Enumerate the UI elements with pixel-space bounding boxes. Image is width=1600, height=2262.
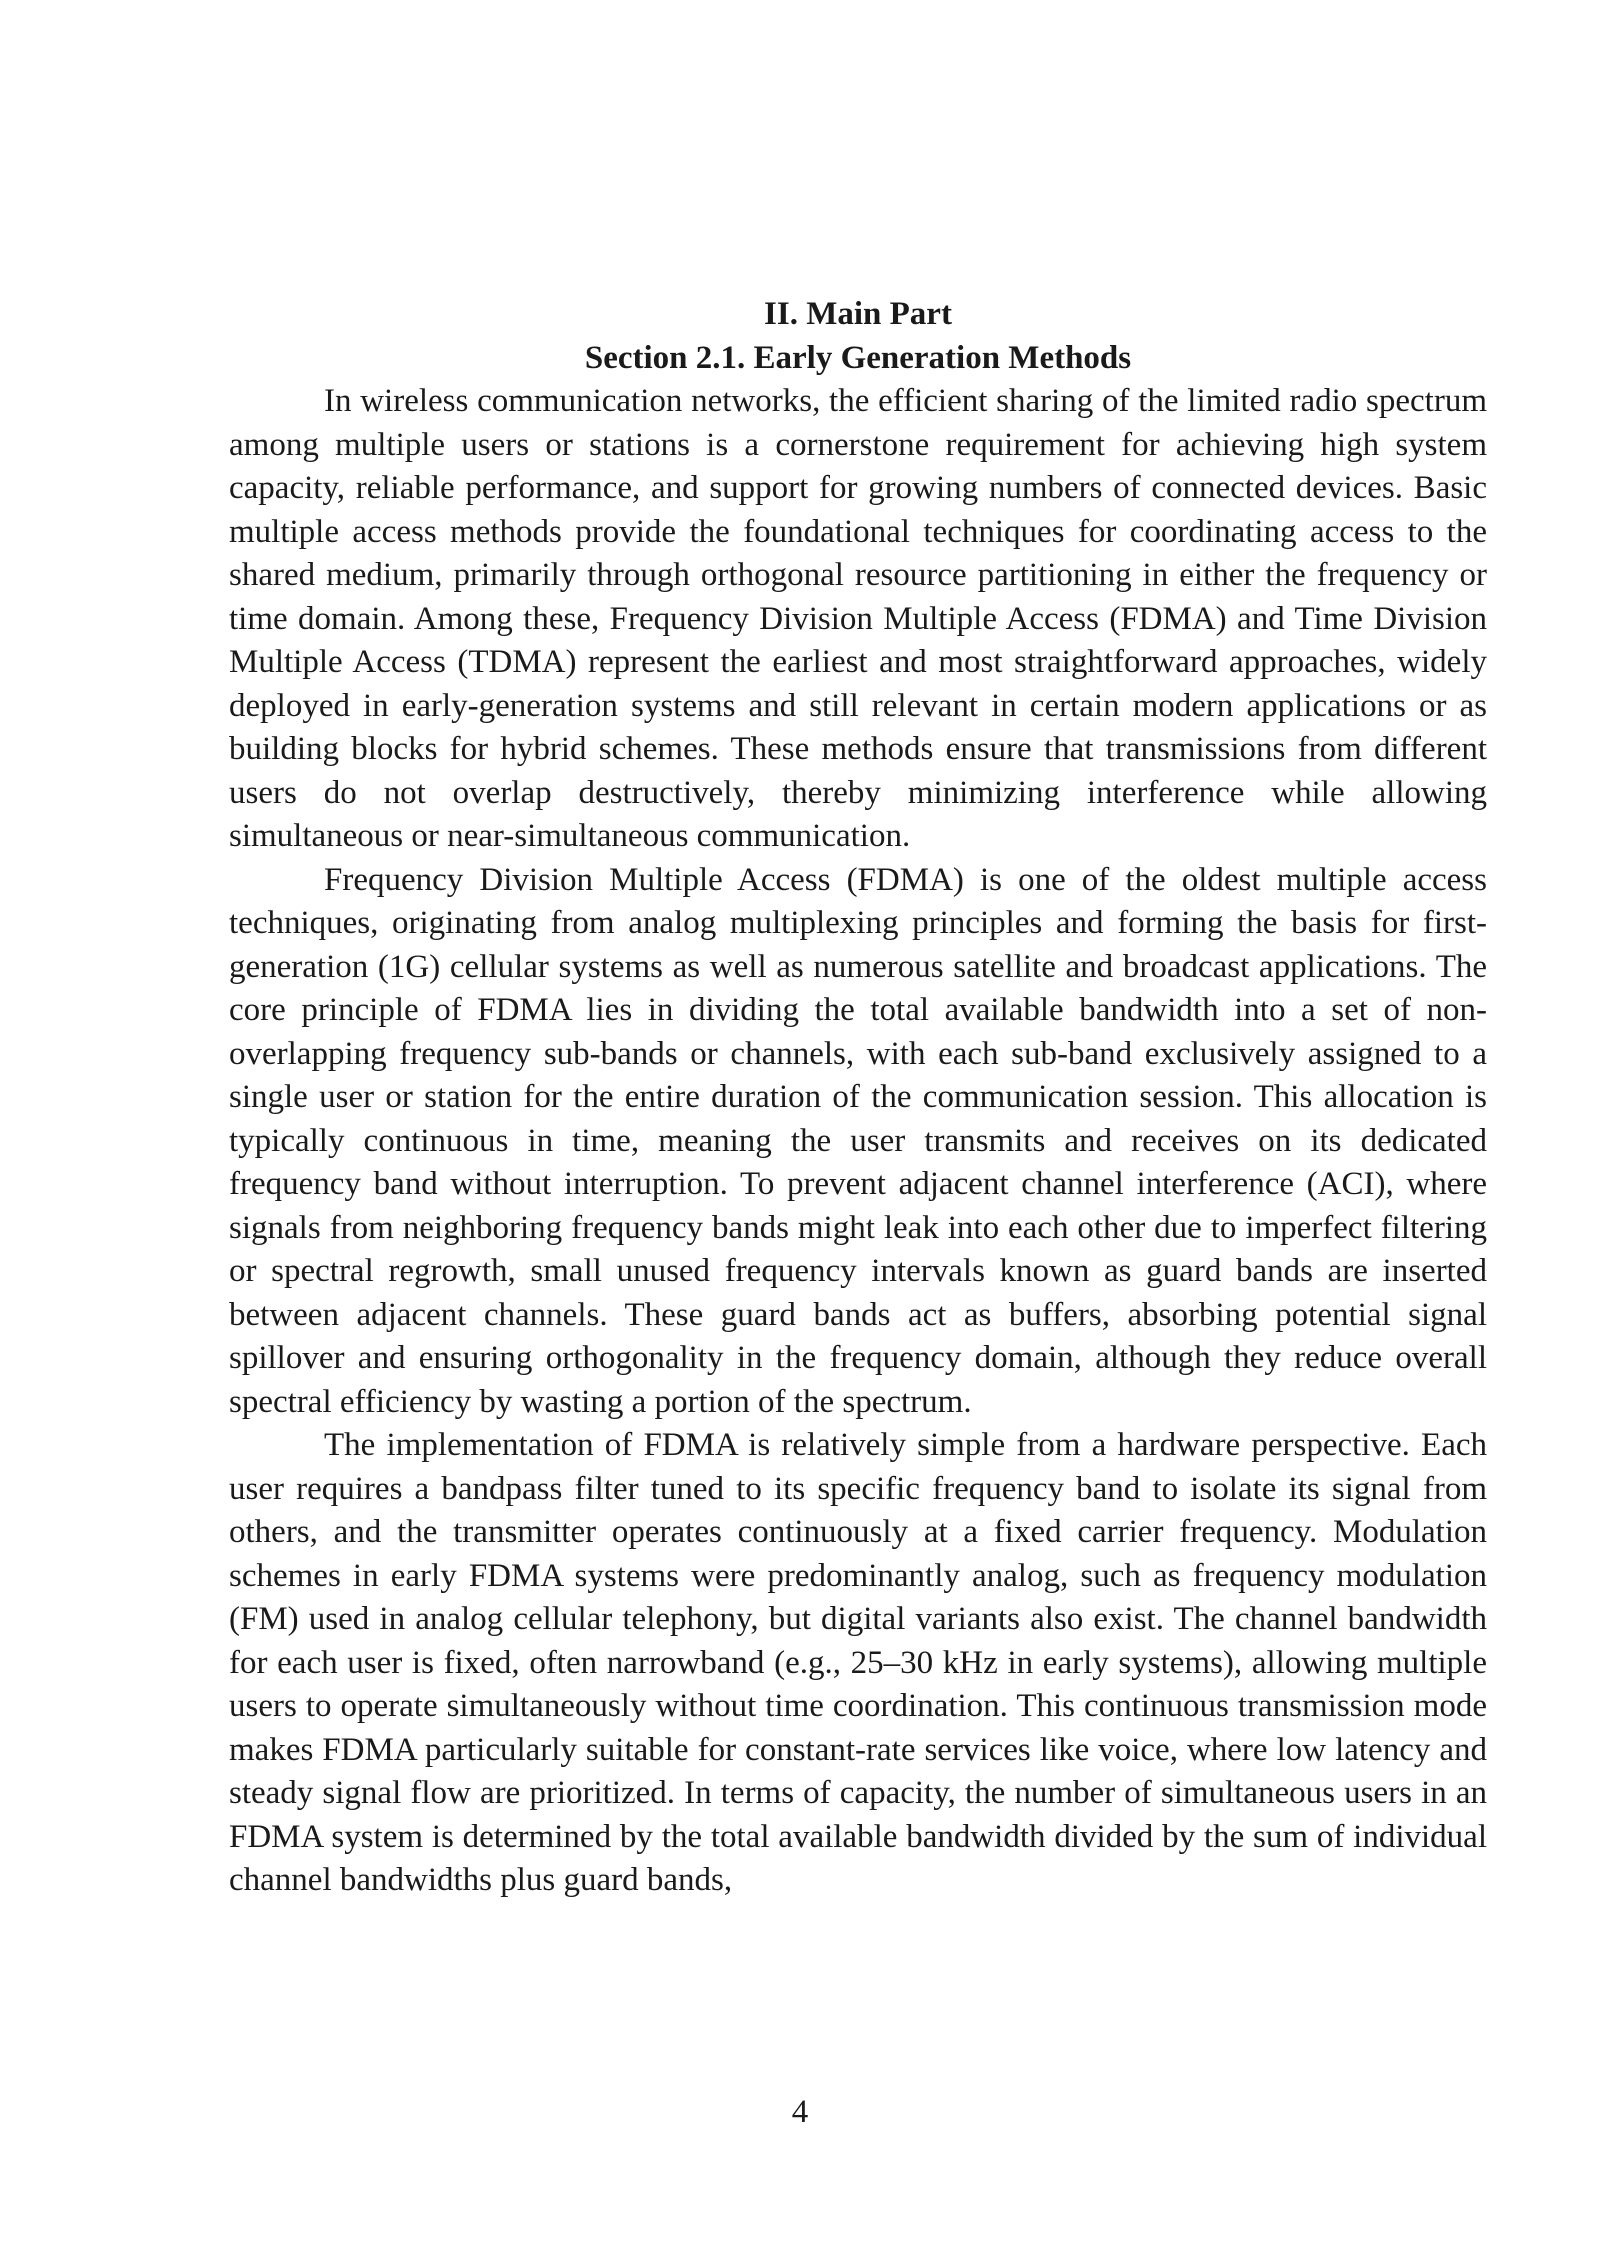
section-title: Section 2.1. Early Generation Methods [584,340,1132,376]
paragraph-fdma-principle: Frequency Division Multiple Access (FDMA) is one of the oldest multiple access techniques, originating from analog multiplexing principles and forming the basis for first-generation (1G) cellular systems as well as numerous satellite and broadcast applications. The core principle of FDMA lies in dividing the total available bandwidth into a set of non-overlapping frequency sub-bands or channels, with each sub-band exclusively assigned to a single user or station for the entire duration of the communication session. This allocation is typically continuous in time, meaning the user transmits and receives on its dedicated frequency band without interruption. To prevent adjacent channel interference (ACI), where signals from neighboring frequency bands might leak into each other due to imperfect filtering or spectral regrowth, small unused frequency intervals known as guard bands are inserted between adjacent channels. These guard bands act as buffers, absorbing potential signal spillover and ensuring orthogonality in the frequency domain, although they reduce overall spectral efficiency by wasting a portion of the spectrum. [229,861,1487,1420]
chapter-title: II. Main Part [764,296,952,332]
page-number: 4 [791,2094,809,2130]
paragraph-fdma-implementation: The implementation of FDMA is relatively simple from a hardware perspective. Each user requires a bandpass filter tuned to its specific frequency band to isolate its signal from others, and the transmitter operates continuously at a fixed carrier frequency. Modulation schemes in early FDMA systems were predominantly analog, such as frequency modulation (FM) used in analog cellular telephony, but digital variants also exist. The channel bandwidth for each user is fixed, often narrowband (e.g., 25–30 kHz in early systems), allowing multiple users to operate simultaneously without time coordination. This continuous transmission mode makes FDMA particularly suitable for constant-rate services like voice, where low latency and steady signal flow are prioritized. In terms of capacity, the number of simultaneous users in an FDMA system is determined by the total available bandwidth divided by the sum of individual channel bandwidths plus guard bands, [229,1427,1487,1898]
page-body [229,292,1487,1903]
paragraph-intro: In wireless communication networks, the efficient sharing of the limited radio spectrum among multiple users or stations is a cornerstone requirement for achieving high system capacity, reliable performance, and support for growing numbers of connected devices. Basic multiple access methods provide the foundational techniques for coordinating access to the shared medium, primarily through orthogonal resource partitioning in either the frequency or time domain. Among these, Frequency Division Multiple Access (FDMA) and Time Division Multiple Access (TDMA) represent the earliest and most straightforward approaches, widely deployed in early-generation systems and still relevant in certain modern applications or as building blocks for hybrid schemes. These methods ensure that transmissions from different users do not overlap destructively, thereby minimizing interference while allowing simultaneous or near-simultaneous communication. [229,383,1487,854]
